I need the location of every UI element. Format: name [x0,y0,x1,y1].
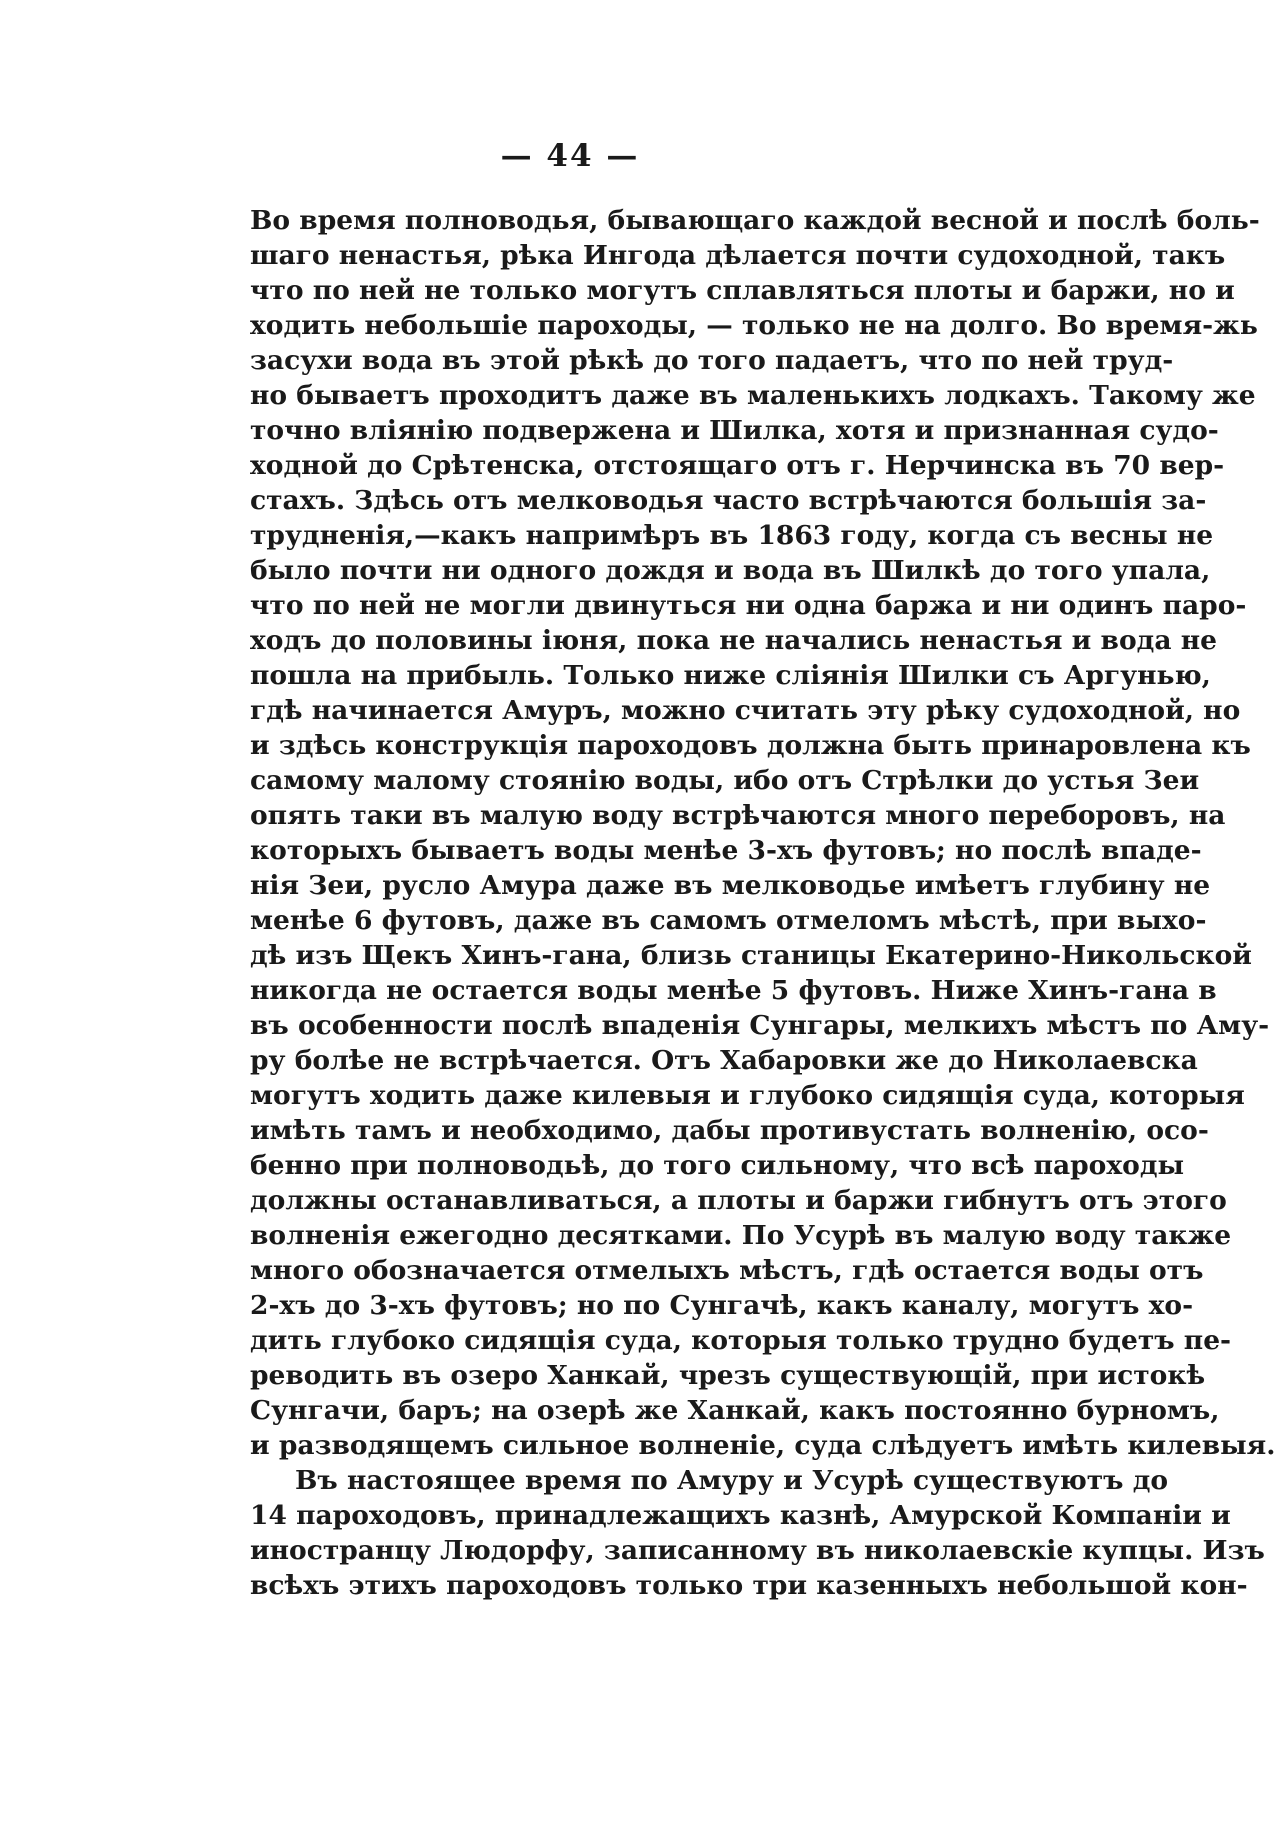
text-line: которыхъ бываетъ воды менѣе 3-хъ футовъ; но послѣ впаде- [250,835,1202,866]
text-line: имѣть тамъ и необходимо, дабы противустать волненiю, осо- [250,1115,1209,1146]
text-line: менѣе 6 футовъ, даже въ самомъ отмеломъ мѣстѣ, при выхо- [250,905,1207,936]
text-line: ходъ до половины iюня, пока не начались ненастья и вода не [250,625,1217,656]
text-line: но бываетъ проходитъ даже въ маленькихъ лодкахъ. Такому же [250,380,1256,411]
paragraph-2 [250,1463,1265,1603]
text-line: стахъ. Здѣсь отъ мелководья часто встрѣчаются большiя за- [250,485,1207,516]
text-line: ру болѣе не встрѣчается. Отъ Хабаровки же до Николаевска [250,1045,1198,1076]
paragraph-1 [250,203,1275,1463]
text-line: много обозначается отмелыхъ мѣстъ, гдѣ остается воды отъ [250,1255,1204,1286]
text-line: и здѣсь конструкцiя пароходовъ должна быть принаровлена къ [250,730,1251,761]
text-line: и разводящемъ сильное волненiе, суда слѣдуетъ имѣть килевыя. [250,1430,1275,1461]
text-line: дить глубоко сидящiя суда, которыя только трудно будетъ пе- [250,1325,1232,1356]
text-line: дѣ изъ Щекъ Хинъ-гана, близь станицы Екатерино-Никольской [250,940,1252,971]
text-line: бенно при полноводьѣ, до того сильному, что всѣ пароходы [250,1150,1185,1181]
text-line: трудненiя,—какъ напримѣръ въ 1863 году, когда съ весны не [250,520,1214,551]
text-line: засухи вода въ этой рѣкѣ до того падаетъ, что по ней труд- [250,345,1174,376]
text-line: иностранцу Людорфу, записанному въ николаевскiе купцы. Изъ [250,1535,1265,1566]
text-line: шаго ненастья, рѣка Ингода дѣлается почти судоходной, такъ [250,240,1226,271]
text-line: Въ настоящее время по Амуру и Усурѣ существуютъ до [295,1465,1169,1496]
text-line: должны останавливаться, а плоты и баржи гибнутъ отъ этого [250,1185,1227,1216]
text-line: самому малому стоянiю воды, ибо отъ Стрѣлки до устья Зеи [250,765,1200,796]
body-text [250,203,1275,1603]
text-line: Во время полноводья, бывающаго каждой весной и послѣ боль- [250,205,1260,236]
text-line: въ особенности послѣ впаденiя Сунгары, мелкихъ мѣстъ по Аму- [250,1010,1270,1041]
text-line: ходить небольшiе пароходы, — только не на долго. Во время-жь [250,310,1258,341]
text-line: что по ней не только могутъ сплавляться плоты и баржи, но и [250,275,1235,306]
text-line: могутъ ходить даже килевыя и глубоко сидящiя суда, которыя [250,1080,1245,1111]
text-line: точно влiянiю подвержена и Шилка, хотя и признанная судо- [250,415,1219,446]
text-line: Сунгачи, баръ; на озерѣ же Ханкай, какъ постоянно бурномъ, [250,1395,1220,1426]
text-line: волненiя ежегодно десятками. По Усурѣ въ малую воду также [250,1220,1232,1251]
text-line: никогда не остается воды менѣе 5 футовъ. Ниже Хинъ-гана в [250,975,1217,1006]
text-line: всѣхъ этихъ пароходовъ только три казенныхъ небольшой кон- [250,1570,1248,1601]
text-line: нiя Зеи, русло Амура даже въ мелководье имѣетъ глубину не [250,870,1211,901]
text-line: гдѣ начинается Амуръ, можно считать эту рѣку судоходной, но [250,695,1241,726]
text-line: опять таки въ малую воду встрѣчаются много переборовъ, на [250,800,1226,831]
text-line: пошла на прибыль. Только ниже слiянiя Шилки съ Аргунью, [250,660,1211,691]
text-line: ходной до Срѣтенска, отстоящаго отъ г. Нерчинска въ 70 вер- [250,450,1225,481]
text-line: 14 пароходовъ, принадлежащихъ казнѣ, Амурской Компанiи и [250,1500,1231,1531]
text-line: реводить въ озеро Ханкай, чрезъ существующiй, при истокѣ [250,1360,1206,1391]
text-line: 2-хъ до 3-хъ футовъ; но по Сунгачѣ, какъ каналу, могутъ хо- [250,1290,1194,1321]
text-line: было почти ни одного дождя и вода въ Шилкѣ до того упала, [250,555,1211,586]
text-line: что по ней не могли двинуться ни одна баржа и ни одинъ паро- [250,590,1247,621]
page-number: — 44 — [500,138,640,174]
